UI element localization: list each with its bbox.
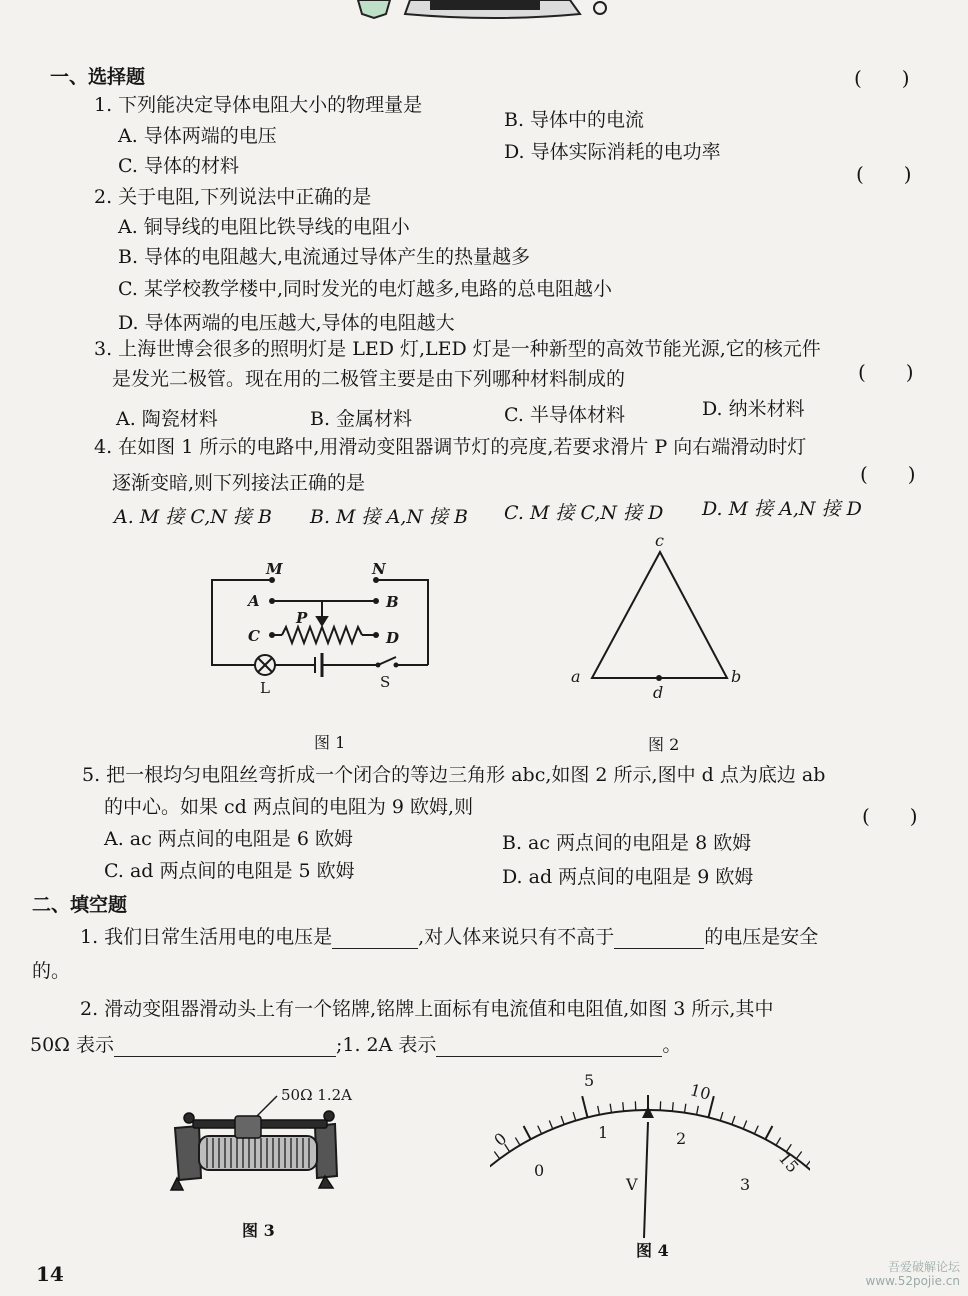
- q5-option-c: C. ad 两点间的电阻是 5 欧姆: [104, 860, 355, 882]
- q3-line2: 是发光二极管。现在用的二极管主要是由下列哪种材料制成的: [112, 368, 626, 390]
- watermark-line1: 吾爱破解论坛: [887, 1260, 960, 1274]
- fig1-label-A: A: [248, 592, 260, 610]
- q1-option-a: A. 导体两端的电压: [118, 125, 277, 147]
- meter-tick: [623, 1102, 624, 1111]
- answer-paren-q2: ( ): [856, 162, 912, 186]
- q5-option-d: D. ad 两点间的电阻是 9 欧姆: [502, 866, 754, 888]
- fig4-outer-5: 5: [584, 1071, 595, 1090]
- fill1-line1: [80, 922, 818, 949]
- fig1-label-C: C: [248, 627, 260, 645]
- q4-line2: 逐渐变暗,则下列接法正确的是: [112, 472, 366, 494]
- q1-option-d: D. 导体实际消耗的电功率: [504, 141, 721, 163]
- fig2-label-a: a: [571, 667, 581, 686]
- meter-tick: [765, 1126, 772, 1139]
- meter-tick: [561, 1116, 564, 1124]
- figure-4-voltmeter: [490, 1060, 810, 1240]
- section-fill-heading: 二、填空题: [32, 894, 128, 916]
- fill1-blank-1[interactable]: [332, 930, 418, 949]
- q3-option-b: B. 金属材料: [310, 408, 413, 430]
- meter-tick: [743, 1121, 746, 1129]
- figure-4-caption: 图 4: [636, 1241, 669, 1260]
- section-choice-heading: 一、选择题: [50, 66, 146, 88]
- q3-line1: 3. 上海世博会很多的照明灯是 LED 灯,LED 灯是一种新型的高效节能光源,它的核元件: [94, 338, 821, 360]
- meter-tick: [573, 1112, 576, 1121]
- q2-option-b: B. 导体的电阻越大,电流通过导体产生的热量越多: [118, 246, 531, 268]
- meter-tick: [582, 1096, 587, 1117]
- fill2-text-3: 。: [662, 1034, 682, 1056]
- q4-line1: 4. 在如图 1 所示的电路中,用滑动变阻器调节灯的亮度,若要求滑片 P 向右端滑动时灯: [94, 436, 807, 458]
- watermark-line2: www.52pojie.cn: [865, 1274, 960, 1288]
- fill2-line2: [30, 1030, 681, 1057]
- fill1-blank-2[interactable]: [614, 930, 704, 949]
- meter-tick: [720, 1112, 723, 1121]
- fig1-label-M: M: [266, 560, 283, 578]
- meter-tick: [494, 1152, 499, 1159]
- fig4-inner-2: 2: [676, 1129, 687, 1148]
- q2-option-a: A. 铜导线的电阻比铁导线的电阻小: [118, 216, 410, 238]
- fig2-label-d: d: [653, 683, 664, 702]
- answer-paren-q5: ( ): [862, 804, 918, 828]
- fig3-nameplate-label: 50Ω 1.2A: [281, 1086, 352, 1104]
- fig4-outer-0: 0: [490, 1128, 511, 1150]
- fig1-label-L: L: [260, 679, 270, 697]
- meter-tick: [515, 1138, 520, 1146]
- watermark: [866, 1260, 960, 1288]
- q1-stem: 1. 下列能决定导体电阻大小的物理量是: [94, 94, 423, 116]
- fig1-label-N: N: [372, 560, 386, 578]
- meter-tick: [538, 1126, 542, 1134]
- q3-option-d: D. 纳米材料: [702, 398, 805, 420]
- q3-option-a: A. 陶瓷材料: [116, 408, 218, 430]
- meter-tick: [685, 1104, 686, 1113]
- q4-option-d: D. M 接 A,N 接 D: [702, 498, 862, 520]
- fig1-label-S: S: [380, 673, 391, 691]
- figure-2-caption: 图 2: [648, 735, 680, 754]
- q5-line1: 5. 把一根均匀电阻丝弯折成一个闭合的等边三角形 abc,如图 2 所示,图中 d 点为底边 ab: [82, 764, 826, 786]
- fig4-outer-10: 10: [688, 1080, 713, 1104]
- fig1-label-B: B: [386, 593, 399, 611]
- meter-tick: [610, 1104, 611, 1113]
- q5-line2: 的中心。如果 cd 两点间的电阻为 9 欧姆,则: [104, 796, 474, 818]
- q2-option-c: C. 某学校教学楼中,同时发光的电灯越多,电路的总电阻越小: [118, 278, 613, 300]
- answer-paren-q1: ( ): [854, 66, 910, 90]
- q1-option-c: C. 导体的材料: [118, 155, 239, 177]
- fig4-unit: V: [626, 1175, 638, 1194]
- fill2-blank-2[interactable]: [436, 1038, 662, 1057]
- q2-option-d: D. 导体两端的电压越大,导体的电阻越大: [118, 312, 455, 334]
- title-banner: [350, 0, 620, 20]
- q5-option-b: B. ac 两点间的电阻是 8 欧姆: [502, 832, 752, 854]
- meter-tick: [732, 1116, 735, 1124]
- page-number: 14: [36, 1262, 64, 1286]
- meter-tick: [598, 1106, 600, 1115]
- fig4-outer-15: 15: [774, 1148, 803, 1177]
- answer-paren-q3: ( ): [858, 360, 914, 384]
- fill2-line1: 2. 滑动变阻器滑动头上有一个铭牌,铭牌上面标有电流值和电阻值,如图 3 所示,其中: [80, 998, 774, 1020]
- meter-tick: [549, 1121, 552, 1129]
- fill2-text-2: ;1. 2A 表示: [335, 1034, 437, 1056]
- figure-3-caption: 图 3: [242, 1221, 275, 1240]
- figure-3-rheostat: [165, 1078, 385, 1203]
- meter-tick: [708, 1096, 713, 1117]
- meter-tick: [806, 1159, 810, 1166]
- q1-option-b: B. 导体中的电流: [504, 109, 645, 131]
- fill1-text-1: 1. 我们日常生活用电的电压是: [80, 926, 333, 948]
- fig1-label-P: P: [296, 609, 308, 627]
- fig1-label-D: D: [386, 629, 400, 647]
- figure-1-circuit: [200, 555, 440, 705]
- fig2-label-b: b: [731, 667, 742, 686]
- q4-option-a: A. M 接 C,N 接 B: [114, 506, 272, 528]
- meter-tick: [697, 1106, 699, 1115]
- q4-option-c: C. M 接 C,N 接 D: [504, 502, 664, 524]
- figure-2-triangle: [565, 532, 755, 707]
- q4-option-b: B. M 接 A,N 接 B: [310, 506, 469, 528]
- fill2-text-1: 50Ω 表示: [30, 1034, 114, 1056]
- q2-stem: 2. 关于电阻,下列说法中正确的是: [94, 186, 372, 208]
- meter-tick: [776, 1138, 781, 1146]
- fill1-text-3: 的电压是安全: [704, 926, 819, 948]
- q5-option-a: A. ac 两点间的电阻是 6 欧姆: [104, 828, 353, 850]
- fig2-label-c: c: [655, 532, 664, 550]
- meter-tick: [524, 1126, 531, 1139]
- meter-tick: [672, 1102, 673, 1111]
- figure-1-caption: 图 1: [314, 733, 346, 752]
- fig4-inner-1: 1: [598, 1123, 609, 1142]
- fill1-text-2: ,对人体来说只有不高于: [418, 926, 615, 948]
- fig4-inner-0: 0: [534, 1161, 545, 1180]
- meter-tick: [754, 1126, 758, 1134]
- fig4-inner-3: 3: [740, 1175, 751, 1194]
- q3-option-c: C. 半导体材料: [504, 404, 625, 426]
- answer-paren-q4: ( ): [860, 462, 916, 486]
- fill2-blank-1[interactable]: [114, 1038, 336, 1057]
- fill1-line2: 的。: [32, 960, 71, 982]
